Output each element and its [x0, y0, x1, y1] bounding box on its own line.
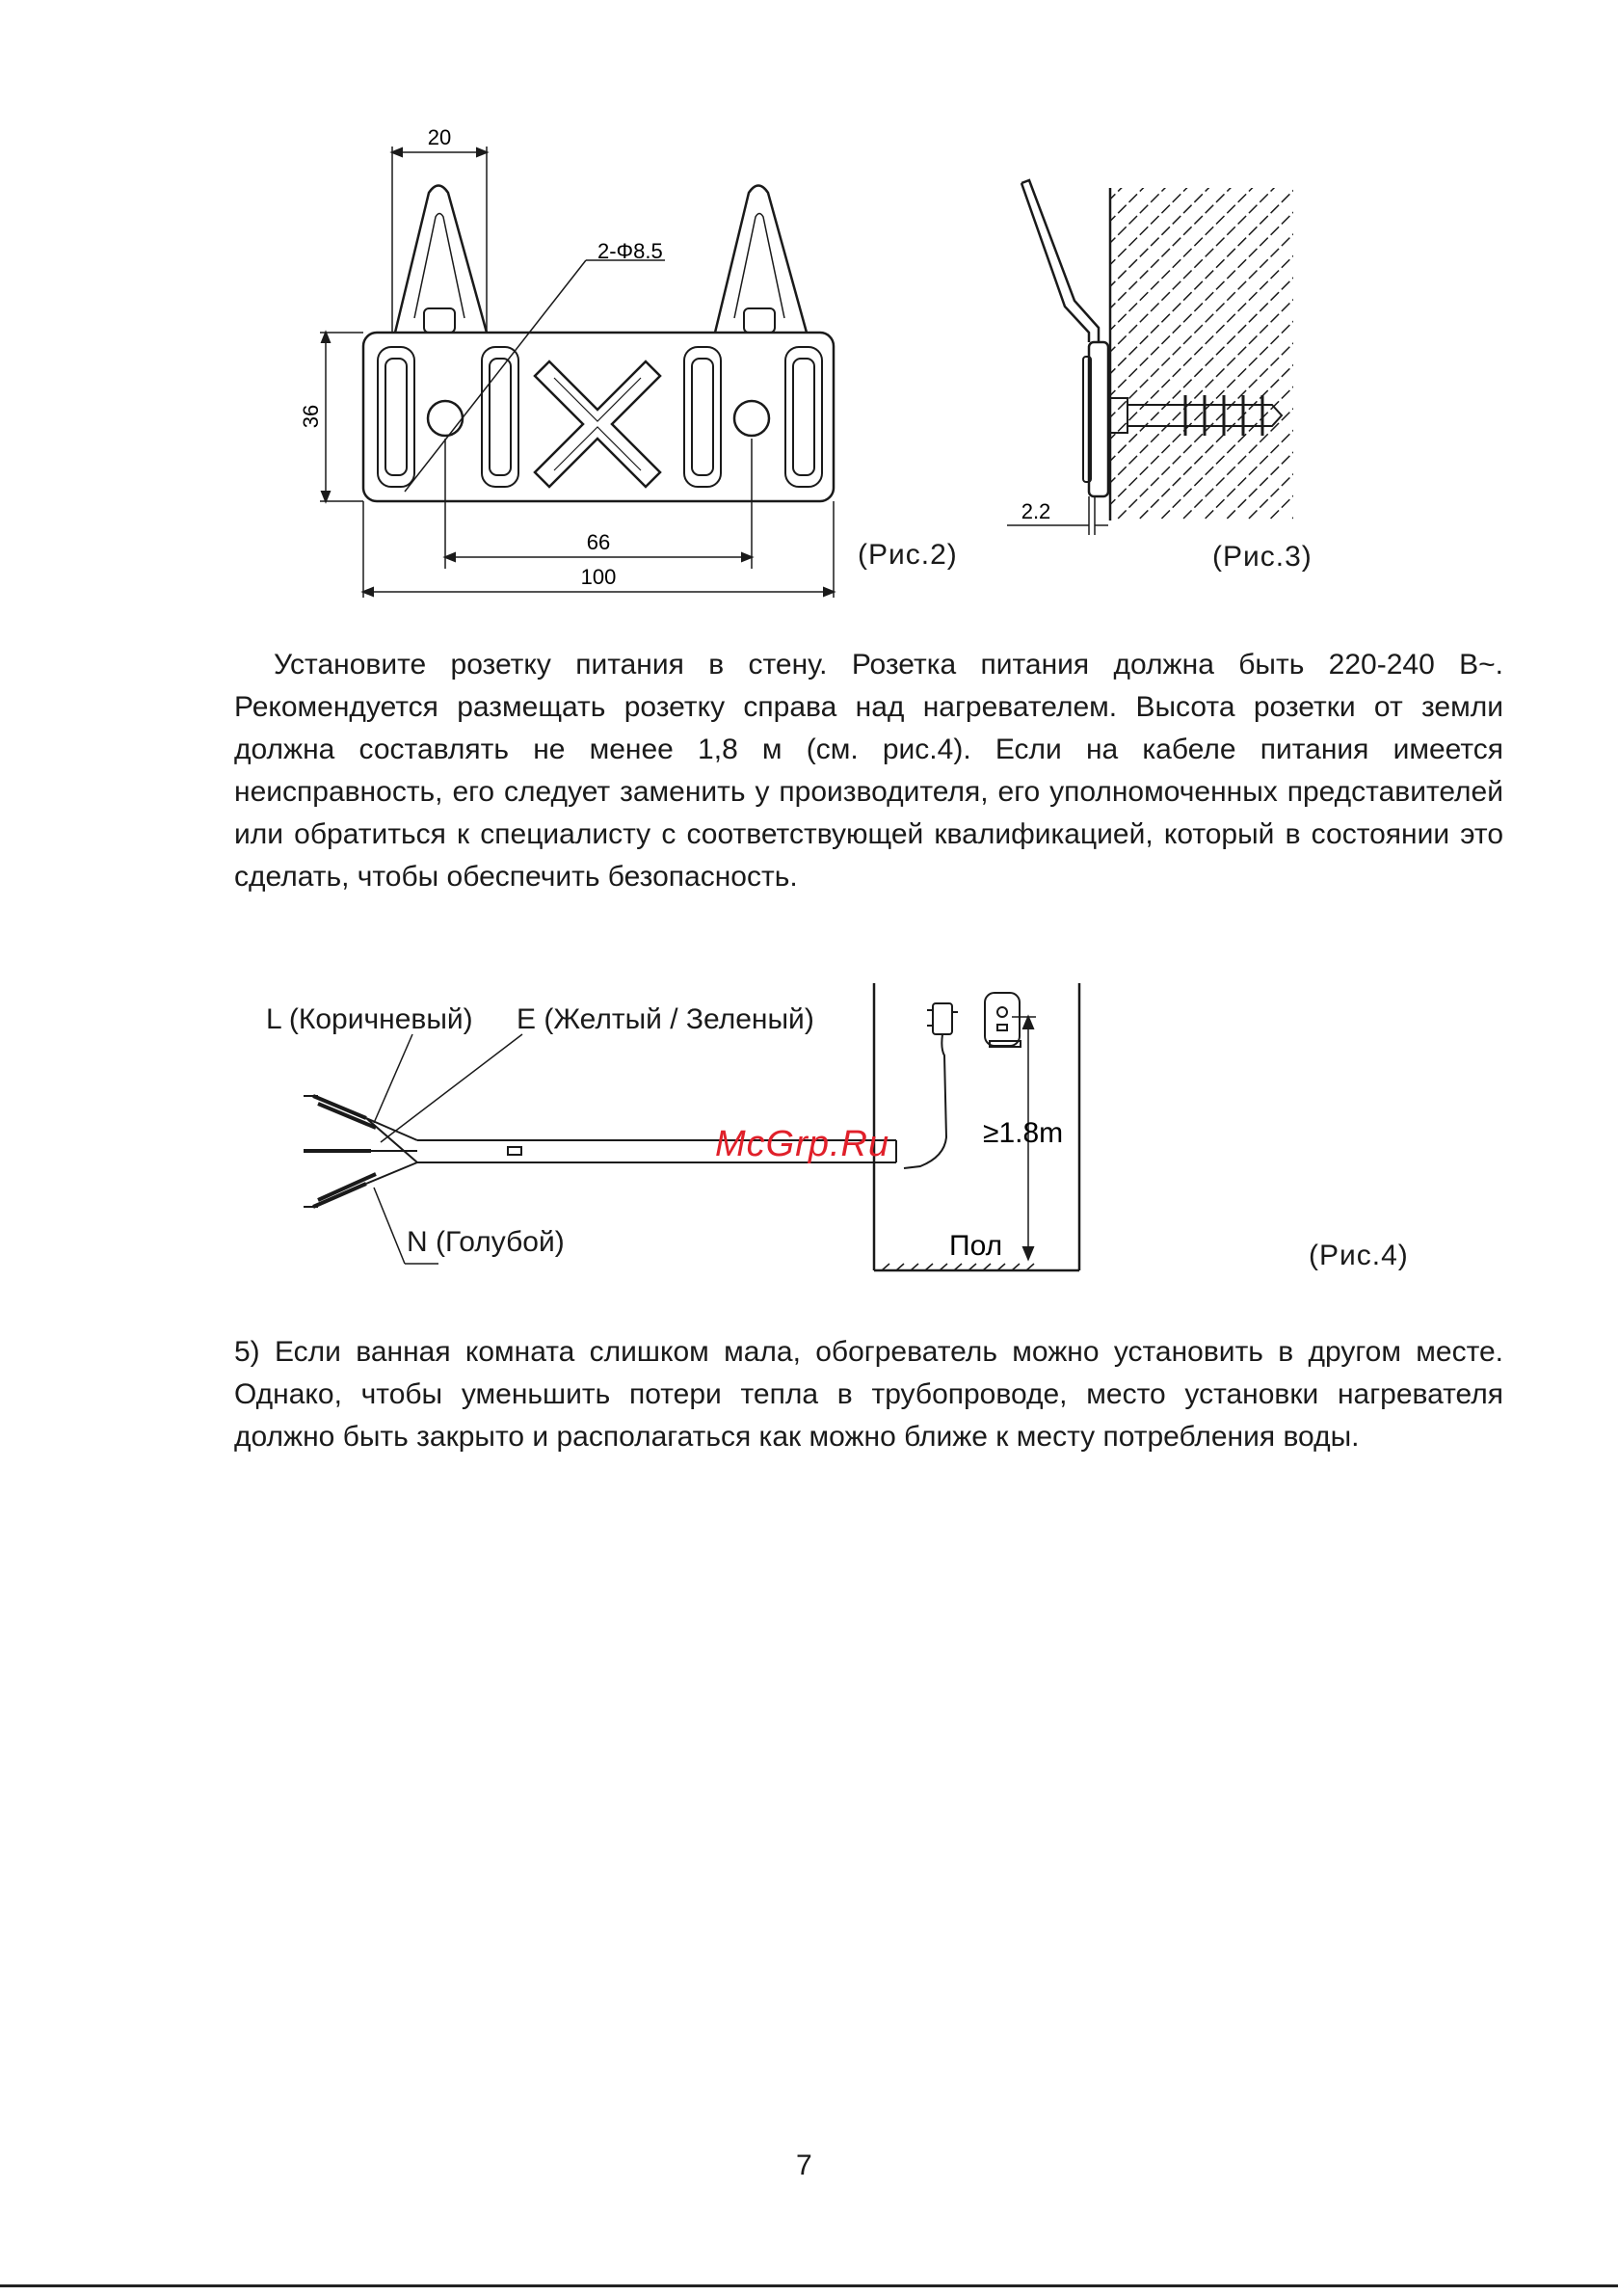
floor-label: Пол	[949, 1230, 1003, 1262]
dim-20-label: 20	[427, 125, 452, 149]
paragraph-socket-installation: Установите розетку питания в стену. Розетка питания должна быть 220-240 В~. Рекомендуется размещать розетку справа над нагревателем. Высота розетки от земли должна составлять не менее 1,8 м (см. рис.4). Если на кабеле питания имеется неисправность, его следует заменить у производителя, его уполномоченных представителей или обратиться к специалисту с соответствующей квалификацией, который в состоянии это сделать, чтобы обеспечить безопасность.	[234, 649, 1503, 893]
figure-3-caption: (Рис.3)	[1212, 541, 1313, 573]
figure-4-caption: (Рис.4)	[1309, 1240, 1409, 1271]
figure-2-caption: (Рис.2)	[858, 539, 958, 571]
dim-36-label: 36	[299, 404, 323, 429]
wire-n-label: N (Голубой)	[407, 1226, 565, 1258]
dim-100-label: 100	[580, 565, 617, 589]
wire-e-label: E (Желтый / Зеленый)	[517, 1003, 814, 1035]
hole-callout-label: 2-Φ8.5	[597, 239, 663, 263]
paragraph-small-bathroom: 5) Если ванная комната слишком мала, обогреватель можно установить в другом месте. Однако, чтобы уменьшить потери тепла в трубопроводе, место установки нагревателя должно быть закрыто и располагаться как можно ближе к месту потребления воды.	[234, 1336, 1503, 1453]
page-number: 7	[796, 2149, 812, 2181]
dim-2-2-label: 2.2	[1021, 499, 1051, 523]
dim-66-label: 66	[586, 530, 611, 554]
height-min-label: ≥1.8m	[983, 1117, 1064, 1149]
watermark: McGrp.Ru	[715, 1124, 890, 1164]
wire-l-label: L (Коричневый)	[266, 1003, 473, 1035]
footer-rule	[0, 2284, 1618, 2287]
